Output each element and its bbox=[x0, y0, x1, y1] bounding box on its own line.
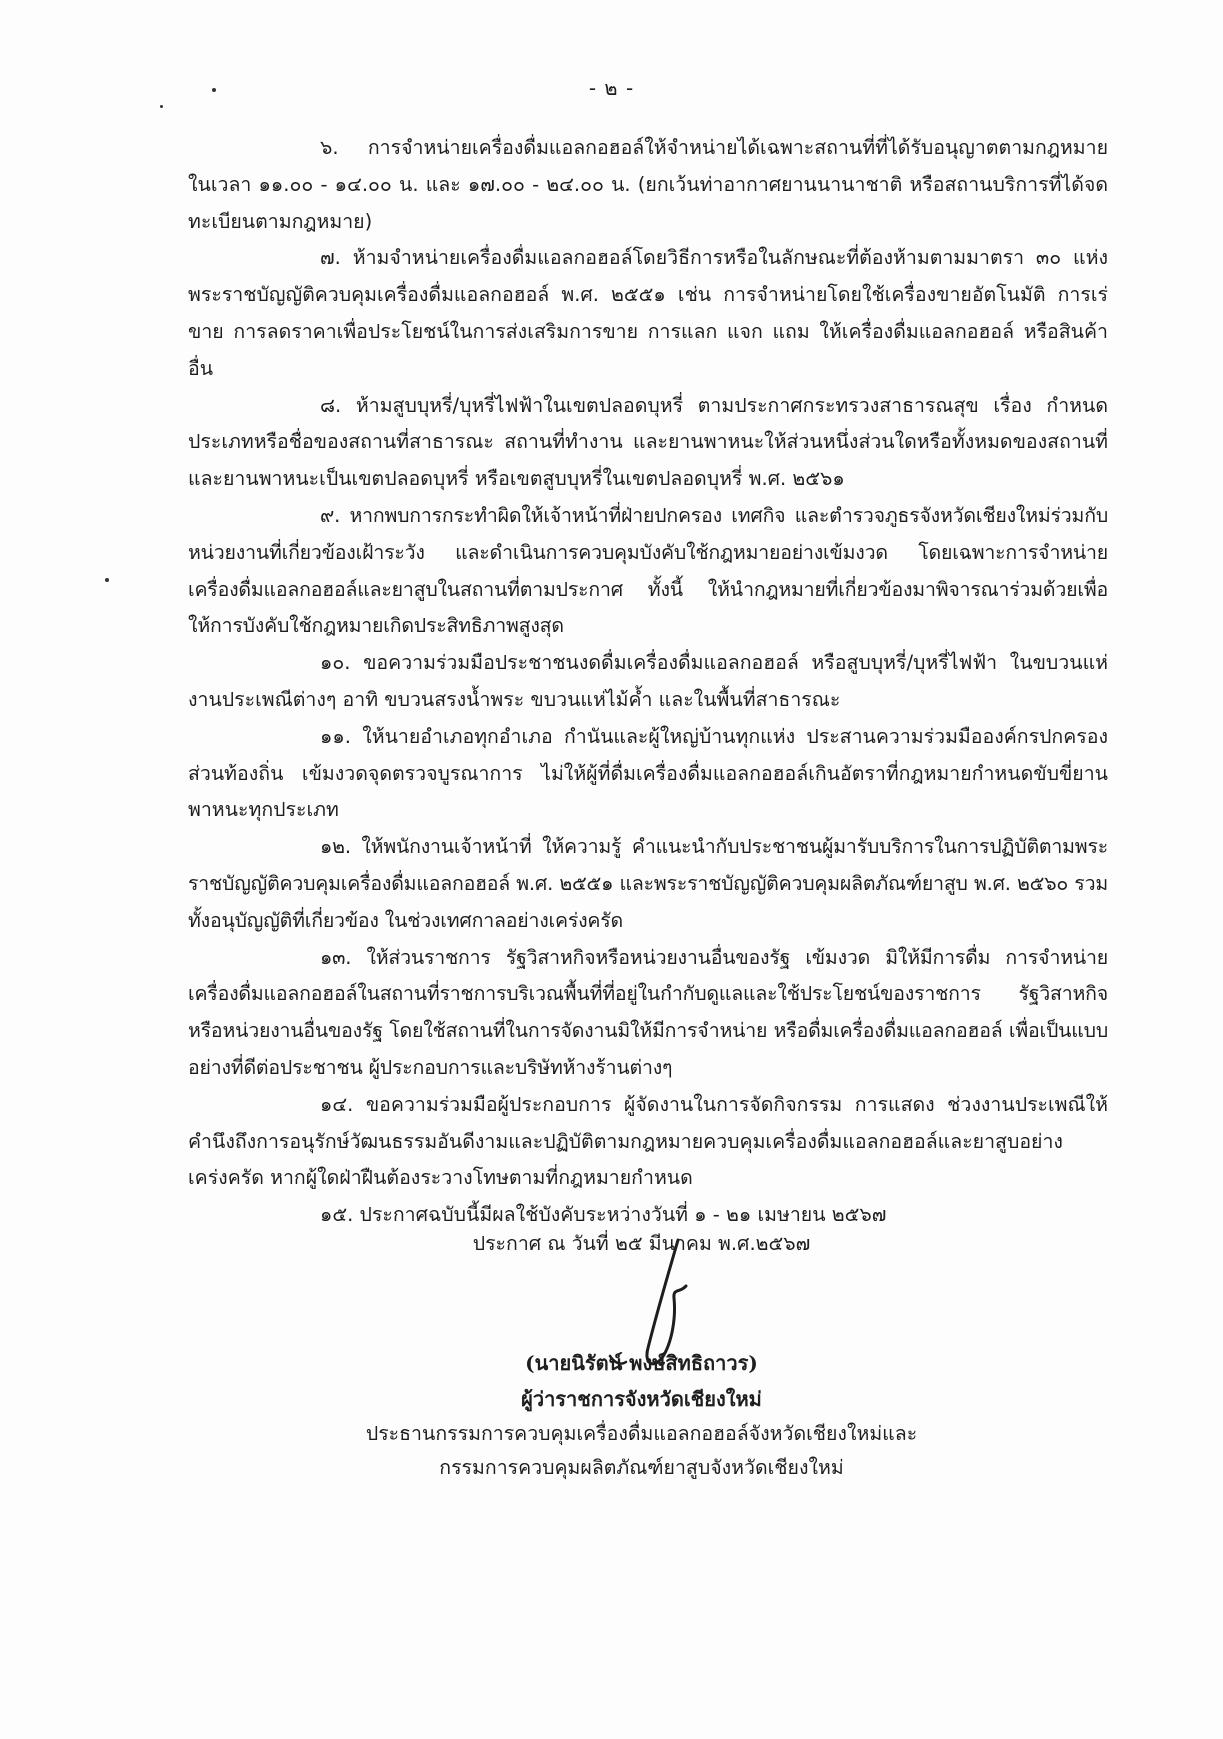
clause-9: ๙. หากพบการกระทำผิดให้เจ้าหน้าที่ฝ่ายปกครอง เทศกิจ และตำรวจภูธรจังหวัดเชียงใหม่ร่วมกับหน่วยงานที่เกี่ยวข้องเฝ้าระวัง และดำเนินการควบคุมบังคับใช้กฎหมายอย่างเข้มงวด โดยเฉพาะการจำหน่ายเครื่องดื่มแอลกอฮอล์และยาสูบในสถานที่ตามประกาศ ทั้งนี้ ให้นำกฎหมายที่เกี่ยวข้องมาพิจารณาร่วมด้วยเพื่อให้การบังคับใช้กฎหมายเกิดประสิทธิภาพสูงสุด bbox=[188, 503, 1108, 638]
scan-speck bbox=[160, 105, 163, 108]
signer-role-line-2: กรรมการควบคุมผลิตภัณฑ์ยาสูบจังหวัดเชียงใหม่ bbox=[439, 1456, 844, 1479]
clause-11: ๑๑. ให้นายอำเภอทุกอำเภอ กำนันและผู้ใหญ่บ้านทุกแห่ง ประสานความร่วมมือองค์กรปกครองส่วนท้องถิ่น เข้มงวดจุดตรวจบูรณาการ ไม่ให้ผู้ที่ดื่มเครื่องดื่มแอลกอฮอล์เกินอัตราที่กฎหมายกำหนดขับขี่ยานพาหนะทุกประเภท bbox=[188, 724, 1108, 822]
scan-speck bbox=[105, 578, 109, 582]
clause-12: ๑๒. ให้พนักงานเจ้าหน้าที่ ให้ความรู้ คำแนะนำกับประชาชนผู้มารับบริการในการปฏิบัติตามพระราชบัญญัติควบคุมเครื่องดื่มแอลกอฮอล์ พ.ศ. ๒๕๕๑ และพระราชบัญญัติควบคุมผลิตภัณฑ์ยาสูบ พ.ศ. ๒๕๖๐ รวมทั้งอนุบัญญัติที่เกี่ยวข้อง ในช่วงเทศกาลอย่างเคร่งครัด bbox=[188, 835, 1108, 932]
clause-7: ๗. ห้ามจำหน่ายเครื่องดื่มแอลกอฮอล์โดยวิธีการหรือในลักษณะที่ต้องห้ามตามมาตรา ๓๐ แห่งพระราชบัญญัติควบคุมเครื่องดื่มแอลกอฮอล์ พ.ศ. ๒๕๕๑ เช่น การจำหน่ายโดยใช้เครื่องขายอัตโนมัติ การเร่ขาย การลดราคาเพื่อประโยชน์ในการส่งเสริมการขาย การแลก แจก แถม ให้เครื่องดื่มแอลกอฮอล์ หรือสินค้าอื่น bbox=[188, 246, 1108, 380]
clause-6: ๖. การจำหน่ายเครื่องดื่มแอลกอฮอล์ให้จำหน่ายได้เฉพาะสถานที่ที่ได้รับอนุญาตตามกฎหมาย ในเวลา ๑๑.๐๐ - ๑๔.๐๐ น. และ ๑๗.๐๐ - ๒๔.๐๐ น. (ยกเว้นท่าอากาศยานนานาชาติ หรือสถานบริการที่ได้จดทะเบียนตามกฎหมาย) bbox=[188, 136, 1108, 233]
page-number: - ๒ - bbox=[588, 76, 635, 100]
signer-block bbox=[0, 1345, 1223, 1485]
announcement-date: ประกาศ ณ วันที่ ๒๕ มีนาคม พ.ศ.๒๕๖๗ bbox=[472, 1232, 811, 1255]
announcement-body bbox=[188, 130, 1108, 1234]
clause-15: ๑๕. ประกาศฉบับนี้มีผลใช้บังคับระหว่างวันที่ ๑ - ๒๑ เมษายน ๒๕๖๗ bbox=[320, 1203, 887, 1227]
signer-name: (นายนิรัตน์ พงษ์สิทธิถาวร) bbox=[525, 1351, 758, 1375]
clause-8: ๘. ห้ามสูบบุหรี่/บุหรี่ไฟฟ้าในเขตปลอดบุหรี่ ตามประกาศกระทรวงสาธารณสุข เรื่อง กำหนดประเภทหรือชื่อของสถานที่สาธารณะ สถานที่ทำงาน และยานพาหนะให้ส่วนหนึ่งส่วนใดหรือทั้งหมดของสถานที่และยานพาหนะเป็นเขตปลอดบุหรี่ หรือเขตสูบบุหรี่ในเขตปลอดบุหรี่ พ.ศ. ๒๕๖๑ bbox=[188, 393, 1108, 491]
clause-13: ๑๓. ให้ส่วนราชการ รัฐวิสาหกิจหรือหน่วยงานอื่นของรัฐ เข้มงวด มิให้มีการดื่ม การจำหน่ายเครื่องดื่มแอลกอฮอล์ในสถานที่ราชการบริเวณพื้นที่ที่อยู่ในกำกับดูแลและใช้ประโยชน์ของราชการ รัฐวิสาหกิจหรือหน่วยงานอื่นของรัฐ โดยใช้สถานที่ในการจัดงานมิให้มีการจำหน่าย หรือดื่มเครื่องดื่มแอลกอฮอล์ เพื่อเป็นแบบอย่างที่ดีต่อประชาชน ผู้ประกอบการและบริษัทห้างร้านต่างๆ bbox=[188, 945, 1108, 1079]
clause-14: ๑๔. ขอความร่วมมือผู้ประกอบการ ผู้จัดงานในการจัดกิจกรรม การแสดง ช่วงงานประเพณีให้คำนึงถึงการอนุรักษ์วัฒนธรรมอันดีงามและปฏิบัติตามกฎหมายควบคุมเครื่องดื่มแอลกอฮอล์และยาสูบอย่างเคร่งครัด หากผู้ใดฝ่าฝืนต้องระวางโทษตามที่กฎหมายกำหนด bbox=[188, 1092, 1108, 1190]
clause-10: ๑๐. ขอความร่วมมือประชาชนงดดื่มเครื่องดื่มแอลกอฮอล์ หรือสูบบุหรี่/บุหรี่ไฟฟ้า ในขบวนแห่งานประเพณีต่างๆ อาทิ ขบวนสรงน้ำพระ ขบวนแห่ไม้ค้ำ และในพื้นที่สาธารณะ bbox=[188, 651, 1108, 711]
signer-title: ผู้ว่าราชการจังหวัดเชียงใหม่ bbox=[521, 1387, 762, 1411]
signer-role-line-1: ประธานกรรมการควบคุมเครื่องดื่มแอลกอฮอล์จังหวัดเชียงใหม่และ bbox=[365, 1422, 918, 1445]
